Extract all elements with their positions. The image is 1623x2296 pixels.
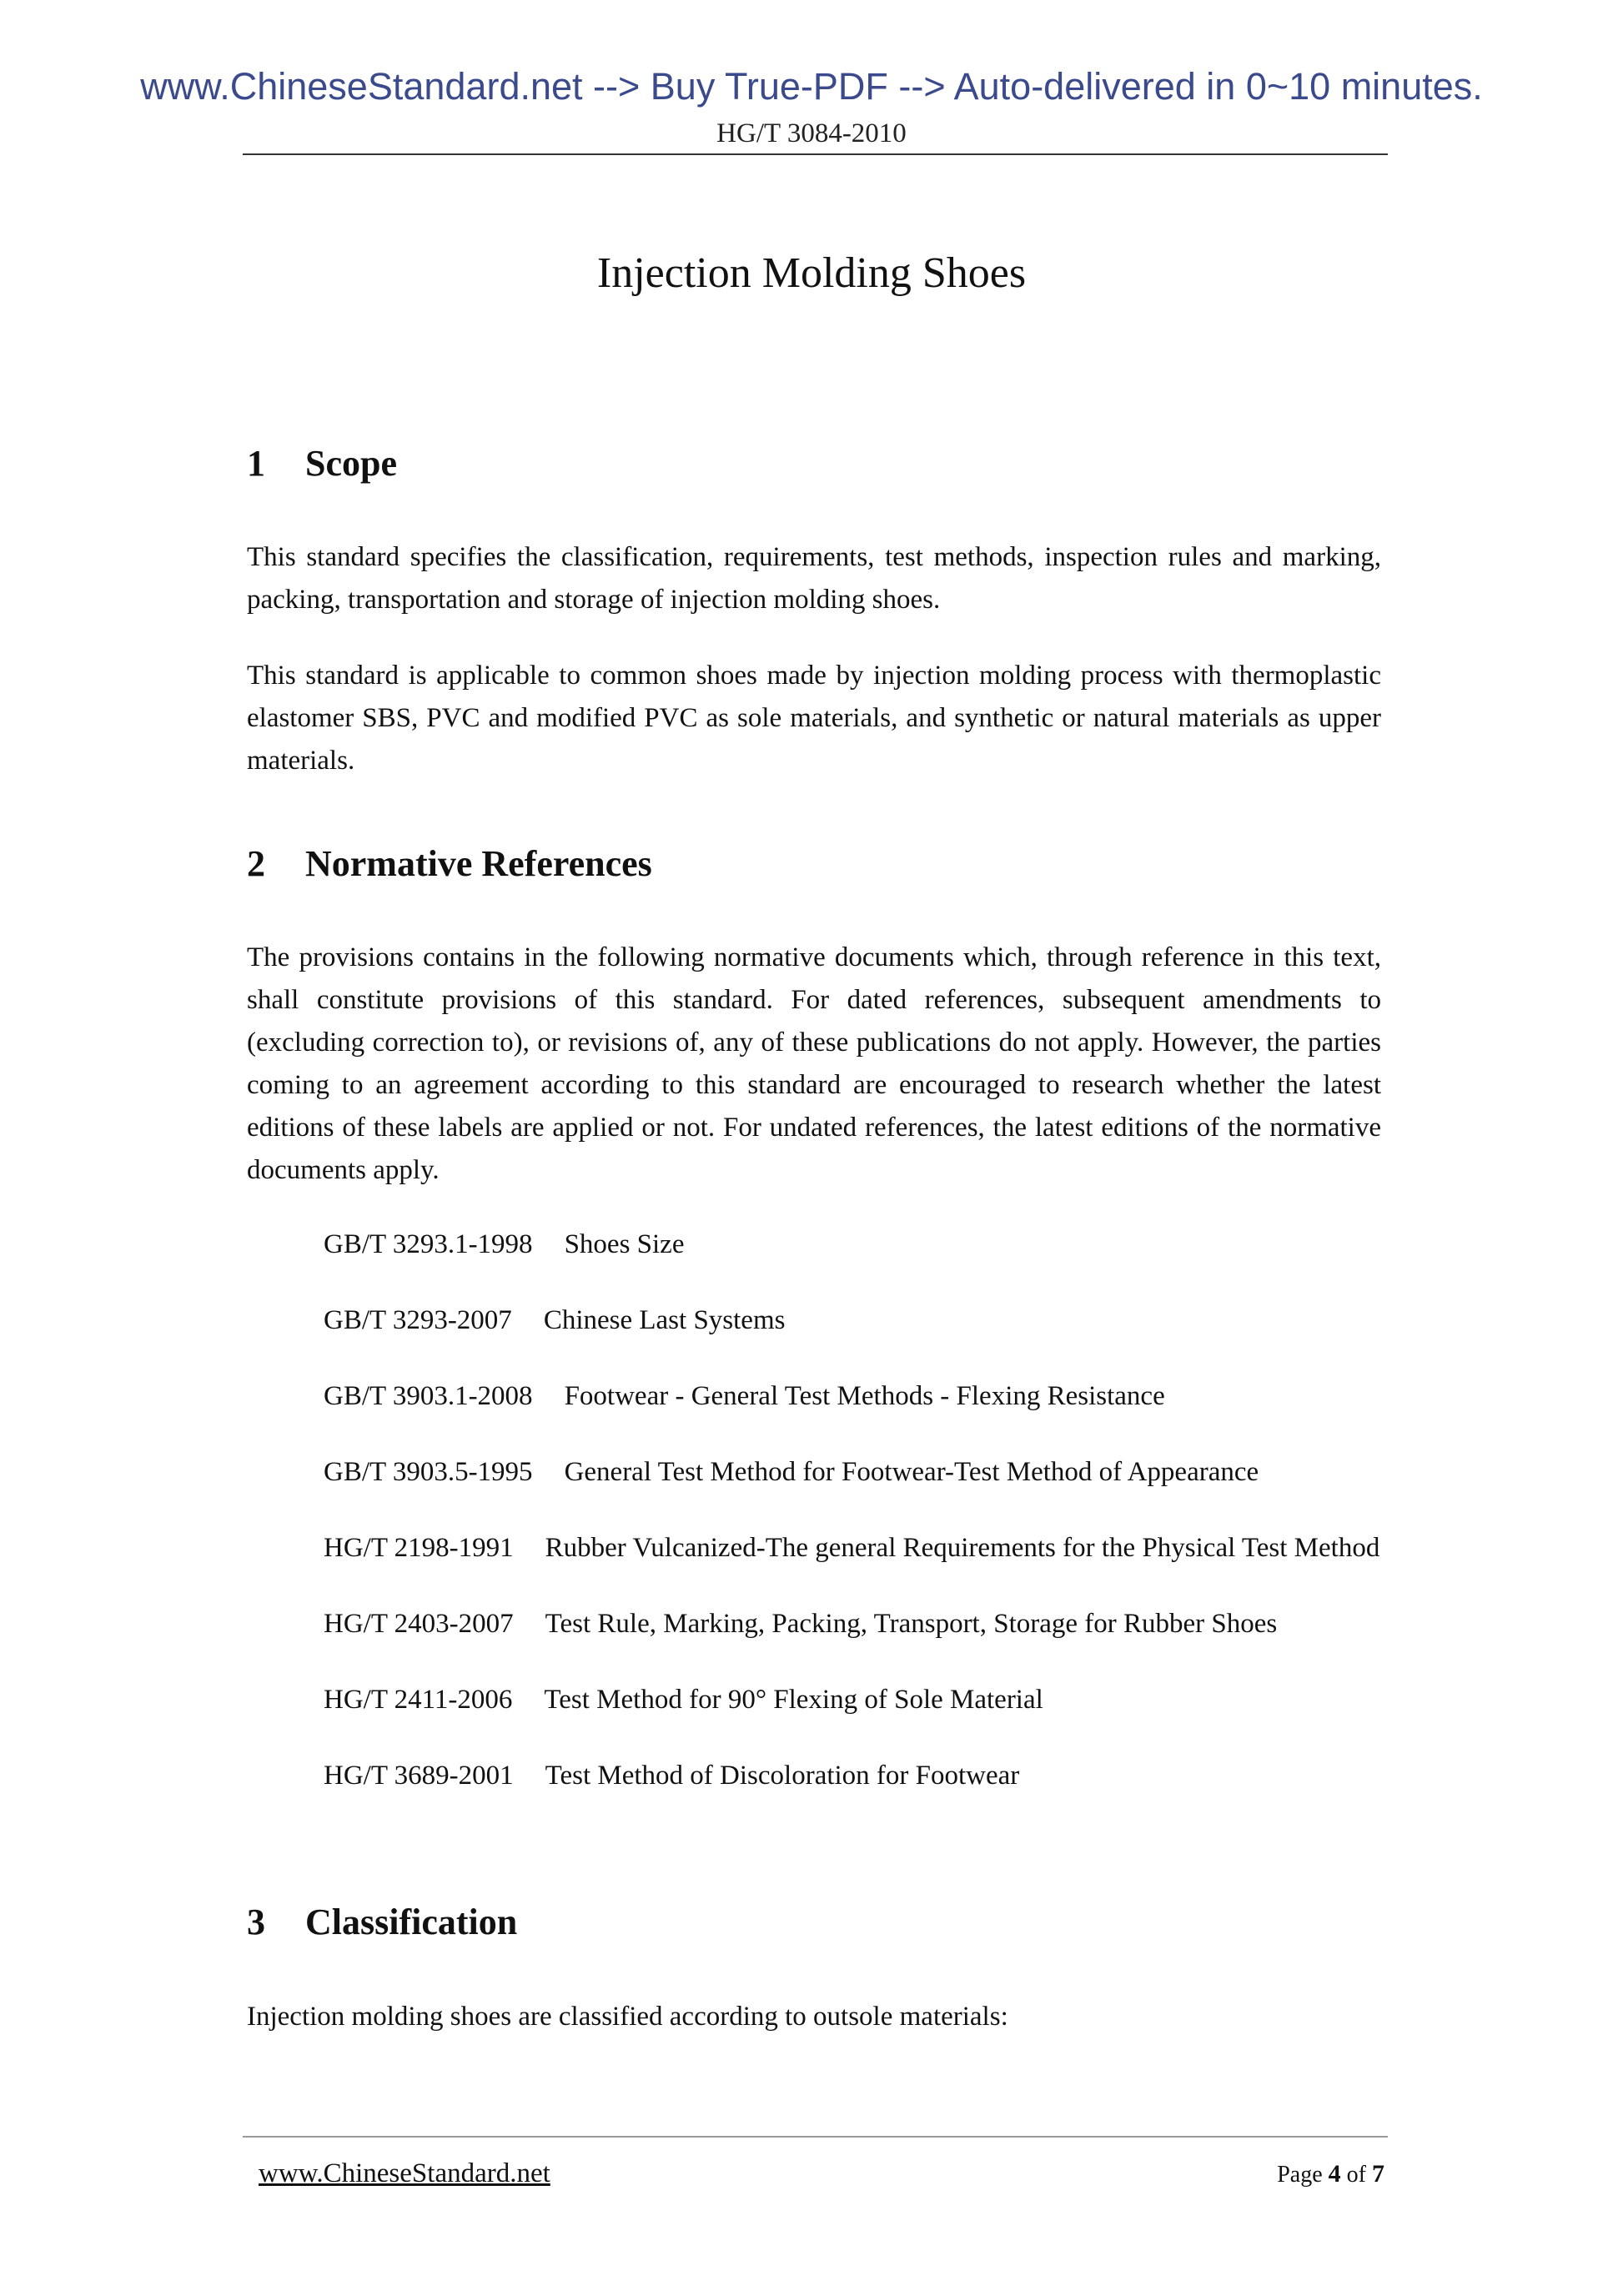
section-number: 3 [247, 1902, 265, 1942]
section-classification [247, 1901, 1381, 1944]
section-title: Classification [305, 1902, 518, 1942]
section-scope [247, 442, 1381, 485]
reference-code: GB/T 3903.5-1995 [324, 1457, 533, 1487]
page-total: 7 [1372, 2160, 1384, 2188]
reference-title: Test Method of Discoloration for Footwear [545, 1761, 1020, 1791]
paragraph: This standard is applicable to common shoes made by injection molding process with thermoplastic elastomer SBS, PVC and modified PVC as sole materials, and synthetic or natural materials as upper materials. [247, 661, 1381, 776]
paragraph: The provisions contains in the following normative documents which, through reference in this text, shall constitute provisions of this standard. For dated references, subsequent amendments to (excluding correction to), or revisions of, any of these publications do not apply. However, the parties coming to an agreement according to this standard are encouraged to research whether the latest editions of these labels are applied or not. For undated references, the latest editions of the normative documents apply. [247, 942, 1381, 1185]
reference-code: HG/T 2198-1991 [324, 1533, 514, 1563]
scope-body [247, 536, 1381, 782]
reference-code: GB/T 3293-2007 [324, 1305, 512, 1335]
reference-item [324, 1679, 1383, 1721]
section-heading [247, 1901, 1381, 1944]
reference-title: Test Rule, Marking, Packing, Transport, Storage for Rubber Shoes [545, 1609, 1278, 1639]
page-of: of [1346, 2162, 1366, 2188]
reference-item [324, 1527, 1383, 1570]
reference-title: Test Method for 90° Flexing of Sole Material [544, 1685, 1043, 1715]
reference-list [324, 1223, 1383, 1831]
section-number: 1 [247, 443, 265, 484]
section-heading [247, 442, 1381, 485]
reference-item [324, 1451, 1383, 1494]
references-intro [247, 937, 1381, 1192]
page-prefix: Page [1277, 2162, 1323, 2188]
section-number: 2 [247, 843, 265, 884]
reference-code: GB/T 3293.1-1998 [324, 1229, 533, 1259]
reference-item [324, 1375, 1383, 1418]
reference-code: HG/T 2403-2007 [324, 1609, 514, 1639]
reference-item [324, 1755, 1383, 1797]
section-heading [247, 842, 1381, 886]
footer-divider [243, 2136, 1388, 2138]
page-indicator [1277, 2159, 1384, 2190]
section-title: Normative References [305, 843, 652, 884]
reference-title: Chinese Last Systems [543, 1305, 786, 1335]
section-title: Scope [305, 443, 397, 484]
reference-code: HG/T 3689-2001 [324, 1761, 514, 1791]
reference-title: Rubber Vulcanized-The general Requirements for the Physical Test Method [545, 1533, 1380, 1563]
header-divider [243, 153, 1388, 155]
header-banner[interactable]: www.ChineseStandard.net --> Buy True-PDF --> Auto-delivered in 0~10 minutes. [140, 65, 1483, 108]
standard-number: HG/T 3084-2010 [716, 118, 907, 148]
reference-item [324, 1603, 1383, 1645]
paragraph: Injection molding shoes are classified according to outsole materials: [247, 2002, 1008, 2032]
section-normative-references [247, 842, 1381, 886]
footer-site-link[interactable]: www.ChineseStandard.net [259, 2158, 550, 2188]
document-title: Injection Molding Shoes [596, 249, 1027, 297]
classification-body [247, 1996, 1381, 2038]
reference-title: General Test Method for Footwear-Test Method of Appearance [564, 1457, 1259, 1487]
reference-code: GB/T 3903.1-2008 [324, 1381, 533, 1411]
reference-code: HG/T 2411-2006 [324, 1685, 513, 1715]
reference-title: Shoes Size [564, 1229, 685, 1259]
page-current: 4 [1328, 2160, 1341, 2188]
reference-item [324, 1299, 1383, 1342]
reference-title: Footwear - General Test Methods - Flexing Resistance [564, 1381, 1165, 1411]
paragraph: This standard specifies the classification, requirements, test methods, inspection rules and marking, packing, transportation and storage of injection molding shoes. [247, 542, 1381, 615]
reference-item [324, 1223, 1383, 1266]
